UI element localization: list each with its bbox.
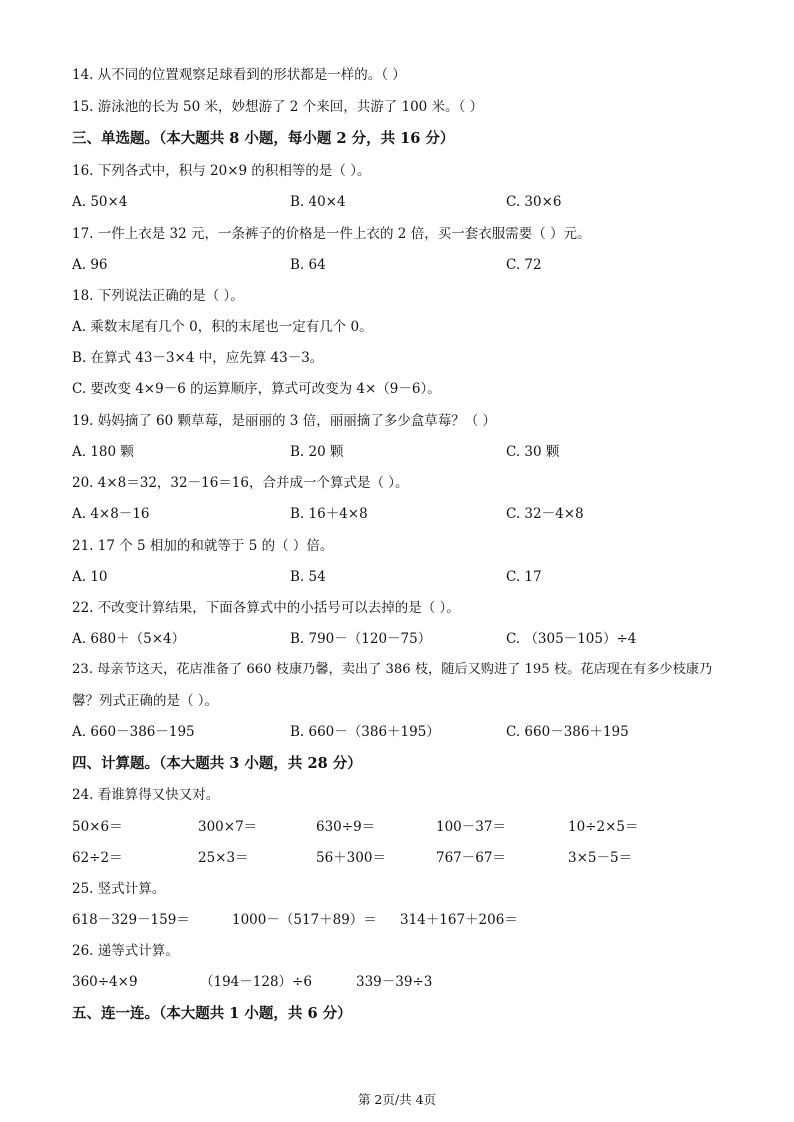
calc-item: 3×5－5＝ [568,850,633,866]
calc-item: 62÷2＝ [72,850,123,866]
question-17-option-a: A. 96 [72,257,108,273]
question-16-option-a: A. 50×4 [72,194,128,210]
question-20-option-c: C. 32－4×8 [506,506,584,522]
calc-item: 56＋300＝ [316,850,386,866]
step-calc-item: （194－128）÷6 [200,974,312,990]
section-5-title: 五、连一连。（本大题共 1 小题，共 6 分） [72,1005,352,1022]
question-17-option-c: C. 72 [506,257,542,273]
question-22-option-c: C. （305－105）÷4 [506,631,637,647]
section-3-title: 三、单选题。（本大题共 8 小题，每小题 2 分，共 16 分） [72,130,455,147]
calc-item: 300×7＝ [198,819,258,835]
question-18-option-b: B. 在算式 43－3×4 中，应先算 43－3。 [72,350,324,366]
section-4-title: 四、计算题。（本大题共 3 小题，共 28 分） [72,755,362,772]
question-20-option-a: A. 4×8－16 [72,506,150,522]
question-23-option-a: A. 660－386－195 [72,724,195,740]
question-19-option-b: B. 20 颗 [290,444,344,460]
question-16-stem: 16. 下列各式中，积与 20×9 的积相等的是（ ）。 [72,163,371,179]
calc-item: 50×6＝ [72,819,123,835]
question-23-option-b: B. 660－（386＋195） [290,724,440,740]
calc-item: 10÷2×5＝ [568,819,639,835]
calc-item: 100－37＝ [436,819,506,835]
vertical-calc-item: 314＋167＋206＝ [400,912,518,928]
question-17-stem: 17. 一件上衣是 32 元，一条裤子的价格是一件上衣的 2 倍，买一套衣服需要（ ）元。 [72,226,591,242]
question-19-stem: 19. 妈妈摘了 60 颗草莓，是丽丽的 3 倍，丽丽摘了多少盒草莓？（ ） [72,413,496,429]
question-16-option-c: C. 30×6 [506,194,562,210]
question-20-option-b: B. 16＋4×8 [290,506,368,522]
step-calc-item: 360÷4×9 [72,974,138,990]
question-19-option-c: C. 30 颗 [506,444,560,460]
question-23-stem-line1: 23. 母亲节这天，花店准备了 660 枝康乃馨，卖出了 386 枝，随后又购进了 195 枝。花店现在有多少枝康乃 [72,662,713,677]
question-20-stem: 20. 4×8＝32，32－16＝16，合并成一个算式是（ ）。 [72,475,409,491]
question-23-option-c: C. 660－386＋195 [506,724,629,740]
question-22-stem: 22. 不改变计算结果，下面各算式中的小括号可以去掉的是（ ）。 [72,600,460,616]
question-21-stem: 21. 17 个 5 相加的和就等于 5 的（ ）倍。 [72,538,334,554]
question-23-stem-line2: 馨？列式正确的是（ ）。 [72,693,219,709]
question-24-stem: 24. 看谁算得又快又对。 [72,787,220,803]
question-22-option-b: B. 790－（120－75） [290,631,432,647]
question-18-option-a: A. 乘数末尾有几个 0，积的末尾也一定有几个 0。 [72,319,373,335]
question-26-stem: 26. 递等式计算。 [72,943,179,959]
question-25-stem: 25. 竖式计算。 [72,881,166,897]
question-22-option-a: A. 680＋（5×4） [72,631,186,647]
question-21-option-c: C. 17 [506,569,542,585]
question-18-stem: 18. 下列说法正确的是（ ）。 [72,288,244,304]
page-footer: 第 2页/共 4页 [357,1092,437,1107]
vertical-calc-item: 618－329－159＝ [72,912,190,928]
question-21-option-b: B. 54 [290,569,326,585]
question-15: 15. 游泳池的长为 50 米，妙想游了 2 个来回，共游了 100 米。（ ） [72,99,484,115]
calc-item: 767－67＝ [436,850,506,866]
question-21-option-a: A. 10 [72,569,108,585]
vertical-calc-item: 1000－（517＋89）＝ [232,912,377,928]
question-19-option-a: A. 180 颗 [72,444,134,460]
question-18-option-c: C. 要改变 4×9－6 的运算顺序，算式可改变为 4×（9－6）。 [72,381,441,397]
calc-item: 25×3＝ [198,850,249,866]
calc-item: 630÷9＝ [316,819,376,835]
step-calc-item: 339－39÷3 [356,974,433,990]
question-16-option-b: B. 40×4 [290,194,346,210]
question-17-option-b: B. 64 [290,257,326,273]
question-14: 14. 从不同的位置观察足球看到的形状都是一样的。（ ） [72,67,406,83]
